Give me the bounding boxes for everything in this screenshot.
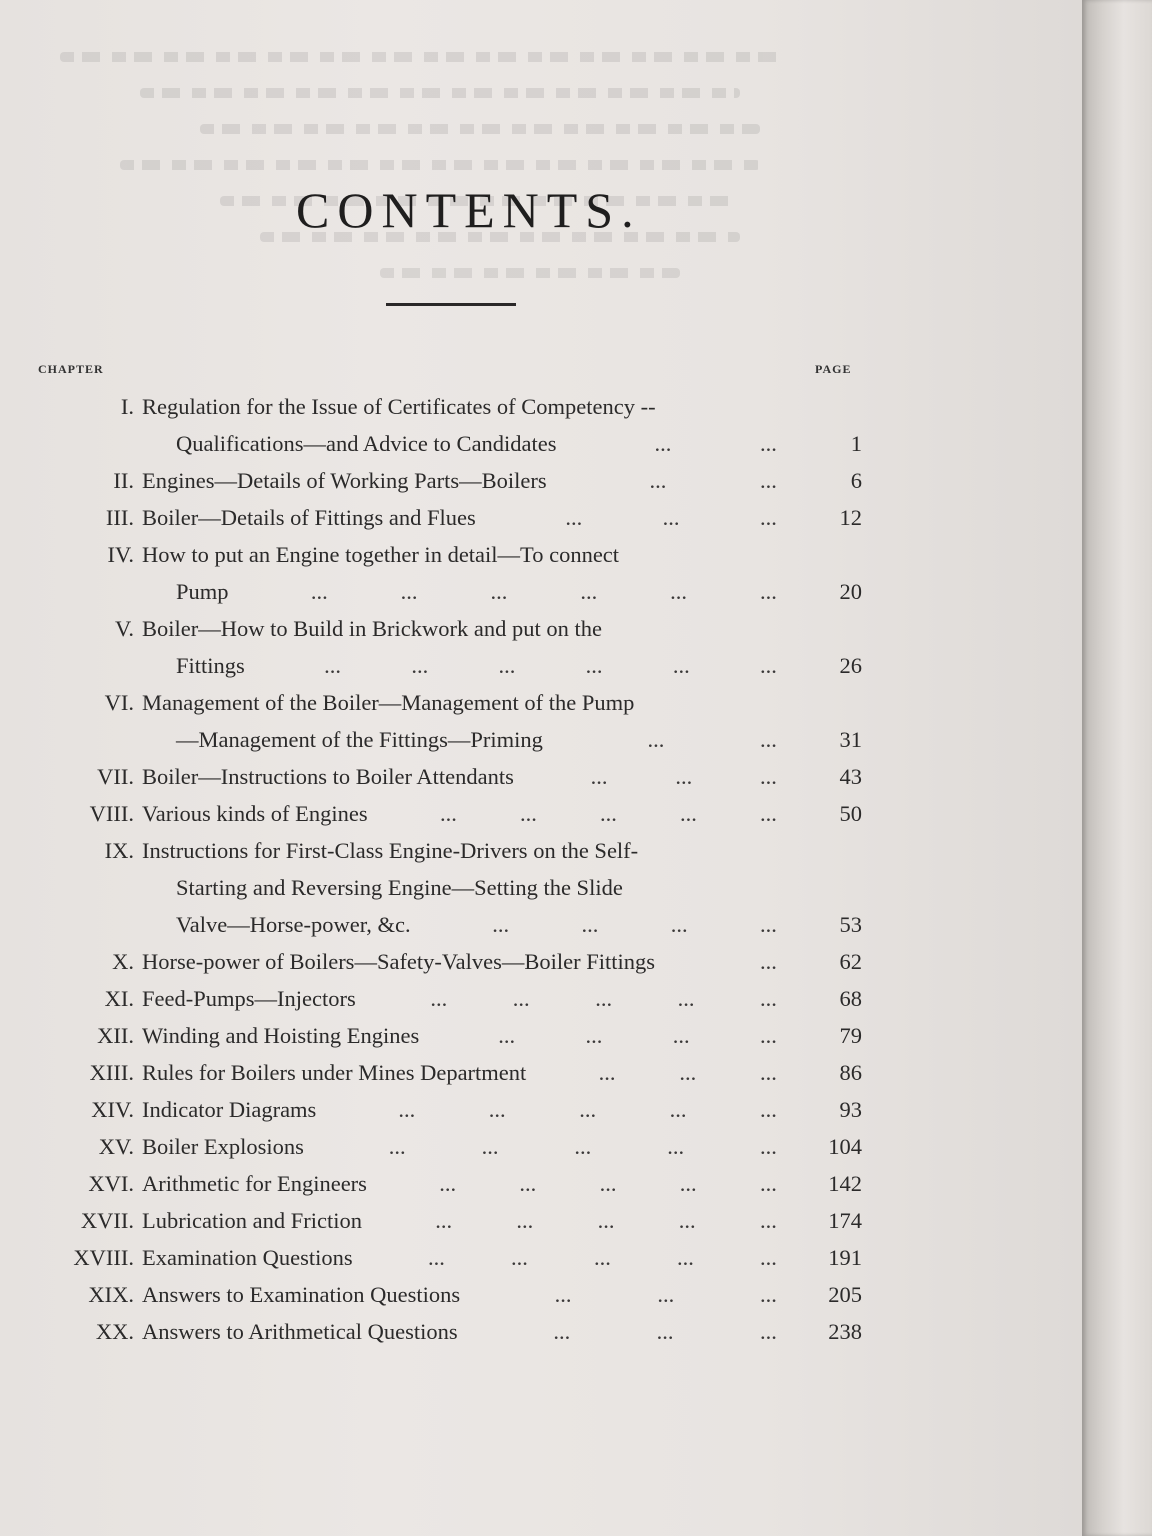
toc-entry-line: XI. Feed-Pumps—Injectors ... ... ... ... ... 68 xyxy=(0,980,1082,1017)
page-number: 93 xyxy=(839,1097,862,1122)
chapter-number: IX. xyxy=(104,838,134,863)
page-number: 1 xyxy=(850,431,862,456)
chapter-title: Lubrication and Friction xyxy=(142,1208,362,1233)
toc-entry xyxy=(0,758,1082,795)
page-gutter xyxy=(1082,0,1152,1536)
toc-entry xyxy=(0,943,1082,980)
chapter-number: XVII. xyxy=(80,1208,134,1233)
page-number: 43 xyxy=(839,764,862,789)
toc-entry xyxy=(0,1239,1082,1276)
chapter-title: Boiler—Instructions to Boiler Attendants xyxy=(142,764,514,789)
chapter-title: Engines—Details of Working Parts—Boilers xyxy=(142,468,547,493)
chapter-number: III. xyxy=(105,505,134,530)
toc-entry-line: XVII. Lubrication and Friction ... ... ... ... ... 174 xyxy=(0,1202,1082,1239)
toc-entry-line: XVI. Arithmetic for Engineers ... ... ... ... ... 142 xyxy=(0,1165,1082,1202)
page-number: 79 xyxy=(839,1023,862,1048)
chapter-number: X. xyxy=(112,949,134,974)
chapter-title: Answers to Examination Questions xyxy=(142,1282,461,1307)
toc-entry-line: VIII. Various kinds of Engines ... ... ... ... ... 50 xyxy=(0,795,1082,832)
toc-entry-line: XVIII. Examination Questions ... ... ... ... ... 191 xyxy=(0,1239,1082,1276)
chapter-title: Rules for Boilers under Mines Department xyxy=(142,1060,527,1085)
toc-entry-line: XII. Winding and Hoisting Engines ... ... ... ... 79 xyxy=(0,1017,1082,1054)
chapter-title: Management of the Boiler—Management of the Pump xyxy=(142,690,635,715)
toc-entry-line: II. Engines—Details of Working Parts—Boilers ... ... 6 xyxy=(0,462,1082,499)
chapter-number: XVIII. xyxy=(73,1245,134,1270)
toc-entry-line: X. Horse-power of Boilers—Safety-Valves—Boiler Fittings ... 62 xyxy=(0,943,1082,980)
chapter-title: Arithmetic for Engineers xyxy=(142,1171,367,1196)
toc-entry-line xyxy=(0,610,1082,647)
toc-entry-line: XV. Boiler Explosions ... ... ... ... ... 104 xyxy=(0,1128,1082,1165)
chapter-title: —Management of the Fittings—Priming xyxy=(176,727,543,752)
toc-entry xyxy=(0,610,1082,684)
page-number: 6 xyxy=(850,468,862,493)
toc-entry xyxy=(0,462,1082,499)
chapter-title: Various kinds of Engines xyxy=(142,801,368,826)
page-number: 191 xyxy=(828,1245,862,1270)
toc-entry xyxy=(0,499,1082,536)
toc-entry-line xyxy=(0,388,1082,425)
chapter-number: IV. xyxy=(107,542,134,567)
toc-entry xyxy=(0,1091,1082,1128)
toc-entry xyxy=(0,1128,1082,1165)
page-column-header: PAGE xyxy=(815,362,852,376)
chapter-number: XV. xyxy=(98,1134,134,1159)
chapter-title: Pump xyxy=(176,579,229,604)
chapter-number: V. xyxy=(115,616,134,641)
chapter-number: XI. xyxy=(104,986,134,1011)
toc-entry-line xyxy=(0,536,1082,573)
page-number: 53 xyxy=(839,912,862,937)
toc-entry xyxy=(0,536,1082,610)
toc-entry-line: VII. Boiler—Instructions to Boiler Attendants ... ... ... 43 xyxy=(0,758,1082,795)
toc-entry xyxy=(0,1017,1082,1054)
toc-entry xyxy=(0,1313,1082,1350)
chapter-number: XX. xyxy=(95,1319,134,1344)
chapter-title: Horse-power of Boilers—Safety-Valves—Boiler Fittings xyxy=(142,949,656,974)
toc-entry xyxy=(0,1202,1082,1239)
chapter-number: XII. xyxy=(97,1023,134,1048)
page-number: 26 xyxy=(839,653,862,678)
toc-entry-line: XX. Answers to Arithmetical Questions ... ... ... 238 xyxy=(0,1313,1082,1350)
chapter-title: Boiler—Details of Fittings and Flues xyxy=(142,505,476,530)
chapter-title: Boiler Explosions xyxy=(142,1134,304,1159)
page-number: 20 xyxy=(839,579,862,604)
toc-entry-continuation xyxy=(0,869,1082,906)
chapter-title: Answers to Arithmetical Questions xyxy=(142,1319,458,1344)
page-number: 68 xyxy=(839,986,862,1011)
page-number: 238 xyxy=(828,1319,862,1344)
page-number: 31 xyxy=(839,727,862,752)
title-rule xyxy=(386,303,516,306)
toc-entry-continuation: Pump ... ... ... ... ... ... 20 xyxy=(0,573,1082,610)
toc-entry xyxy=(0,388,1082,462)
chapter-title: Indicator Diagrams xyxy=(142,1097,317,1122)
toc-entry-continuation: Valve—Horse-power, &c. ... ... ... ... 53 xyxy=(0,906,1082,943)
page-number: 205 xyxy=(828,1282,862,1307)
toc-entry-continuation: Qualifications—and Advice to Candidates ... ... 1 xyxy=(0,425,1082,462)
chapter-number: XVI. xyxy=(88,1171,134,1196)
chapter-title: Instructions for First-Class Engine-Drivers on the Self- xyxy=(142,838,639,863)
chapter-title: How to put an Engine together in detail—To connect xyxy=(142,542,620,567)
toc-entry xyxy=(0,684,1082,758)
toc-entry xyxy=(0,795,1082,832)
chapter-title: Qualifications—and Advice to Candidates xyxy=(176,431,557,456)
chapter-title: Valve—Horse-power, &c. xyxy=(176,912,411,937)
chapter-number: XIV. xyxy=(91,1097,134,1122)
chapter-title: Examination Questions xyxy=(142,1245,353,1270)
chapter-number: I. xyxy=(120,394,134,419)
toc-entry-continuation: Fittings ... ... ... ... ... ... 26 xyxy=(0,647,1082,684)
chapter-title: Regulation for the Issue of Certificates of Competency -- xyxy=(142,394,656,419)
page-number: 12 xyxy=(839,505,862,530)
toc-entry-line: III. Boiler—Details of Fittings and Flues ... ... ... 12 xyxy=(0,499,1082,536)
page-number: 50 xyxy=(839,801,862,826)
chapter-title: Feed-Pumps—Injectors xyxy=(142,986,356,1011)
chapter-number: VII. xyxy=(97,764,134,789)
page-title: CONTENTS. xyxy=(296,182,642,238)
toc-entry xyxy=(0,1165,1082,1202)
toc-entry xyxy=(0,832,1082,943)
toc-entry-continuation: —Management of the Fittings—Priming ... ... 31 xyxy=(0,721,1082,758)
chapter-title: Winding and Hoisting Engines xyxy=(142,1023,420,1048)
chapter-column-header: CHAPTER xyxy=(38,362,104,376)
chapter-number: II. xyxy=(113,468,134,493)
chapter-title: Starting and Reversing Engine—Setting the Slide xyxy=(176,875,623,900)
toc-entry xyxy=(0,980,1082,1017)
page-number: 104 xyxy=(828,1134,862,1159)
chapter-number: VIII. xyxy=(89,801,134,826)
toc-entry-line xyxy=(0,684,1082,721)
page-number: 86 xyxy=(839,1060,862,1085)
toc-entry-line: XIV. Indicator Diagrams ... ... ... ... ... 93 xyxy=(0,1091,1082,1128)
toc-entry-line: XIII. Rules for Boilers under Mines Department ... ... ... 86 xyxy=(0,1054,1082,1091)
toc-entry-line xyxy=(0,832,1082,869)
chapter-number: VI. xyxy=(104,690,134,715)
chapter-title: Fittings xyxy=(176,653,245,678)
page-number: 174 xyxy=(828,1208,862,1233)
toc-entry-line: XIX. Answers to Examination Questions ... ... ... 205 xyxy=(0,1276,1082,1313)
page-number: 142 xyxy=(828,1171,862,1196)
toc-entry xyxy=(0,1054,1082,1091)
chapter-number: XIII. xyxy=(89,1060,134,1085)
toc-entry xyxy=(0,1276,1082,1313)
table-of-contents xyxy=(0,388,1082,1350)
chapter-number: XIX. xyxy=(88,1282,134,1307)
page-number: 62 xyxy=(839,949,862,974)
chapter-title: Boiler—How to Build in Brickwork and put on the xyxy=(142,616,602,641)
